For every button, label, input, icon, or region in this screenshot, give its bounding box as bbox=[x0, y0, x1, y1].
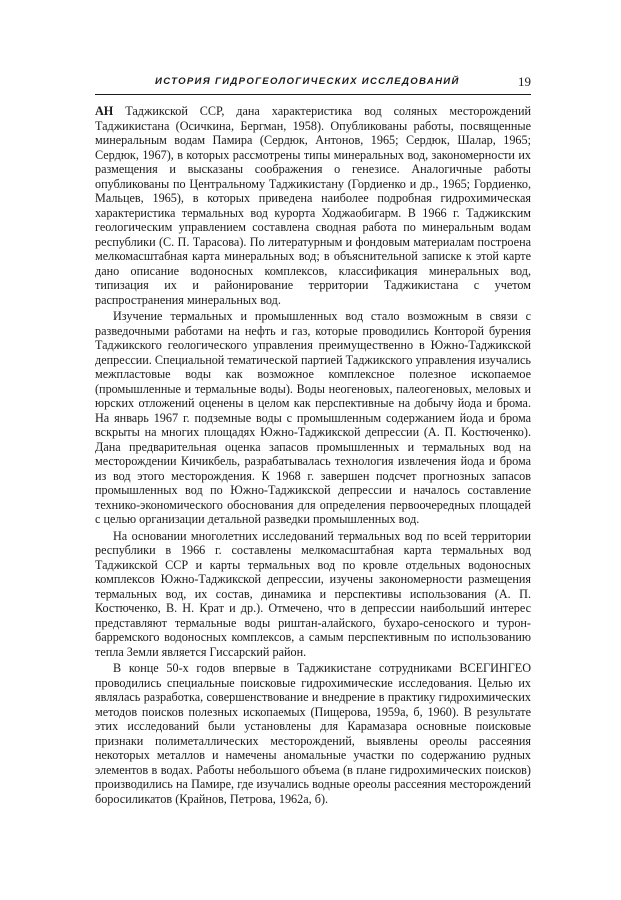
paragraph-3: На основании многолетних исследований термальных вод по всей территории республики в 1966 г. составлены мелкомасштабная карта термальных вод Таджикской ССР и карты термальных вод по кровле отдельных водоносных комплексов Южно-Таджикской депрессии, изучены закономерности размещения термальных вод, их состав, динамика и перспективы использования (А. П. Костюченко, В. Н. Крат и др.). Отмечено, что в депрессии наибольший интерес представляют термальные воды риштан-алайского, бухаро-сеноского и турон-барремского водоносных комплексов, а самым перспективным по использованию тепла Земли является Гиссарский район. bbox=[95, 528, 531, 659]
body-text bbox=[95, 104, 531, 806]
running-header bbox=[95, 74, 531, 94]
running-header-title: ИСТОРИЯ ГИДРОГЕОЛОГИЧЕСКИХ ИССЛЕДОВАНИЙ bbox=[155, 76, 460, 87]
paragraph-4: В конце 50-х годов впервые в Таджикистане сотрудниками ВСЕГИНГЕО проводились специальные поисковые гидрохимические исследования. Целью их являлась разработка, совершенствование и внедрение в практику гидрохимических методов поисков полезных ископаемых (Пищерова, 1959а, б, 1960). В результате этих исследований были установлены для Карамазара основные поисковые признаки полиметаллических месторождений, выявлены ореолы рассеяния некоторых металлов и намечены аномальные участки по содержанию рудных элементов в водах. Работы небольшого объема (в плане гидрохимических поисков) производились на Памире, где изучались водные ореолы рассеяния месторождений боросиликатов (Крайнов, Петрова, 1962а, б). bbox=[95, 661, 531, 806]
page-number: 19 bbox=[518, 74, 531, 89]
paragraph-1 bbox=[95, 104, 531, 307]
paragraph-2: Изучение термальных и промышленных вод стало возможным в связи с разведочными работами на нефть и газ, которые проводились Конторой бурения Таджикского геологического управления преимущественно в Южно-Таджикской депрессии. Специальной тематической партией Таджикского управления изучались межпластовые воды как возможное комплексное полезное ископаемое (промышленные и термальные воды). Воды неогеновых, палеогеновых, меловых и юрских отложений оценены в целом как перспективные на добычу йода и брома. На январь 1967 г. подземные воды с промышленным содержанием йода и брома вскрыты на многих площадях Южно-Таджикской депрессии (А. П. Костюченко). Дана предварительная оценка запасов промышленных и термальных вод на месторождении Кичикбель, разрабатывалась технология извлечения йода и брома из вод этого месторождения. К 1968 г. завершен подсчет прогнозных запасов промышленных вод по Южно-Таджикской депрессии и началось составление технико-экономического обоснования для определения первоочередных площадей с целью организации детальной разведки промышленных вод. bbox=[95, 309, 531, 526]
paragraph-1-text: Таджикской ССР, дана характеристика вод соляных месторождений Таджикистана (Осичкина, Бергман, 1958). Опубликованы работы, посвященные минеральным водам Памира (Сердюк, Антонов, 1965; Сердюк, Шалар, 1965; Сердюк, 1967), в которых рассмотрены типы минеральных вод, закономерности их размещения и высказаны соображения о генезисе. Аналогичные работы опубликованы по Центральному Таджикистану (Гордиенко и др., 1965; Гордиенко, Мальцев, 1965), в которых приведена наиболее подробная гидрохимическая характеристика термальных вод курорта Ходжаобигарм. В 1966 г. Таджикским геологическим управлением составлена сводная работа по минеральным водам республики (С. П. Тарасова). По литературным и фондовым материалам построена мелкомасштабная карта минеральных вод; в объяснительной записке к этой карте дано описание водоносных комплексов, классификация минеральных вод, типизация их и районирование территории Таджикистана с учетом распространения минеральных вод. bbox=[95, 104, 531, 307]
paragraph-1-lead: АН bbox=[95, 104, 114, 118]
header-rule bbox=[95, 94, 531, 95]
